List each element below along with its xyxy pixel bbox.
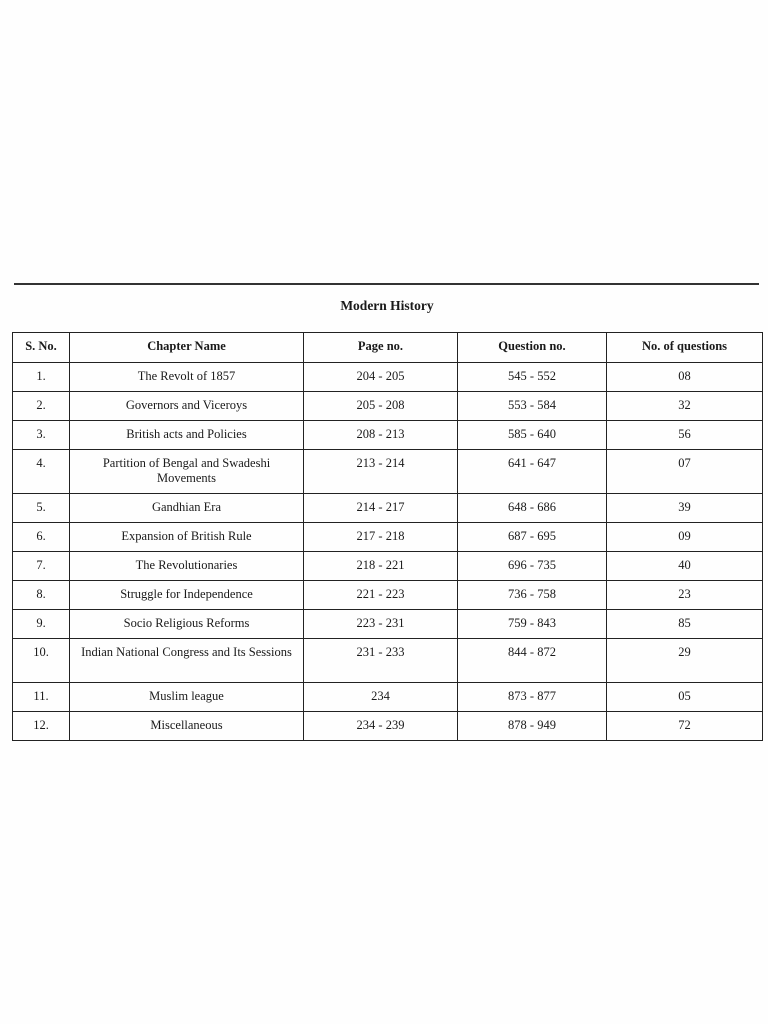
pages-cell: 234	[304, 683, 458, 712]
pages-cell: 218 - 221	[304, 552, 458, 581]
questions-cell: 873 - 877	[458, 683, 607, 712]
table-row	[13, 450, 763, 494]
chapter-table	[12, 332, 763, 741]
questions-cell: 736 - 758	[458, 581, 607, 610]
pages-cell: 214 - 217	[304, 494, 458, 523]
pages-cell: 204 - 205	[304, 363, 458, 392]
questions-cell: 553 - 584	[458, 392, 607, 421]
count-cell: 05	[607, 683, 763, 712]
sno-cell: 6.	[13, 523, 70, 552]
column-header-pages: Page no.	[304, 333, 458, 363]
questions-cell: 545 - 552	[458, 363, 607, 392]
count-cell: 23	[607, 581, 763, 610]
sno-cell: 1.	[13, 363, 70, 392]
pages-cell: 217 - 218	[304, 523, 458, 552]
table-row	[13, 494, 763, 523]
pages-cell: 208 - 213	[304, 421, 458, 450]
count-cell: 08	[607, 363, 763, 392]
count-cell: 39	[607, 494, 763, 523]
sno-cell: 10.	[13, 639, 70, 683]
chapter-cell: The Revolutionaries	[70, 552, 304, 581]
count-cell: 72	[607, 712, 763, 741]
table-row	[13, 639, 763, 683]
table-row	[13, 523, 763, 552]
chapter-cell: Muslim league	[70, 683, 304, 712]
questions-cell: 585 - 640	[458, 421, 607, 450]
pages-cell: 223 - 231	[304, 610, 458, 639]
table-row	[13, 712, 763, 741]
questions-cell: 687 - 695	[458, 523, 607, 552]
count-cell: 56	[607, 421, 763, 450]
questions-cell: 648 - 686	[458, 494, 607, 523]
chapter-cell: Gandhian Era	[70, 494, 304, 523]
column-header-count: No. of questions	[607, 333, 763, 363]
sno-cell: 3.	[13, 421, 70, 450]
questions-cell: 759 - 843	[458, 610, 607, 639]
top-rule	[14, 283, 759, 285]
chapter-cell: Indian National Congress and Its Sessions	[70, 639, 304, 683]
pages-cell: 231 - 233	[304, 639, 458, 683]
pages-cell: 234 - 239	[304, 712, 458, 741]
table-row	[13, 421, 763, 450]
count-cell: 85	[607, 610, 763, 639]
sno-cell: 7.	[13, 552, 70, 581]
count-cell: 40	[607, 552, 763, 581]
chapter-cell: The Revolt of 1857	[70, 363, 304, 392]
table-row	[13, 581, 763, 610]
sno-cell: 8.	[13, 581, 70, 610]
table-row	[13, 552, 763, 581]
chapter-cell: Partition of Bengal and Swadeshi Movements	[70, 450, 304, 494]
sno-cell: 5.	[13, 494, 70, 523]
chapter-cell: Governors and Viceroys	[70, 392, 304, 421]
sno-cell: 4.	[13, 450, 70, 494]
sno-cell: 2.	[13, 392, 70, 421]
header-row	[13, 333, 763, 363]
chapter-cell: Struggle for Independence	[70, 581, 304, 610]
sno-cell: 9.	[13, 610, 70, 639]
count-cell: 29	[607, 639, 763, 683]
chapter-cell: Socio Religious Reforms	[70, 610, 304, 639]
count-cell: 32	[607, 392, 763, 421]
pages-cell: 221 - 223	[304, 581, 458, 610]
chapter-cell: British acts and Policies	[70, 421, 304, 450]
questions-cell: 878 - 949	[458, 712, 607, 741]
sno-cell: 12.	[13, 712, 70, 741]
chapter-cell: Expansion of British Rule	[70, 523, 304, 552]
questions-cell: 844 - 872	[458, 639, 607, 683]
pages-cell: 205 - 208	[304, 392, 458, 421]
questions-cell: 696 - 735	[458, 552, 607, 581]
table-row	[13, 683, 763, 712]
column-header-sno: S. No.	[13, 333, 70, 363]
table-row	[13, 610, 763, 639]
table-row	[13, 363, 763, 392]
questions-cell: 641 - 647	[458, 450, 607, 494]
pages-cell: 213 - 214	[304, 450, 458, 494]
count-cell: 09	[607, 523, 763, 552]
column-header-chapter: Chapter Name	[70, 333, 304, 363]
chapter-cell: Miscellaneous	[70, 712, 304, 741]
sno-cell: 11.	[13, 683, 70, 712]
count-cell: 07	[607, 450, 763, 494]
page-title: Modern History	[340, 298, 434, 313]
column-header-questions: Question no.	[458, 333, 607, 363]
table-row	[13, 392, 763, 421]
